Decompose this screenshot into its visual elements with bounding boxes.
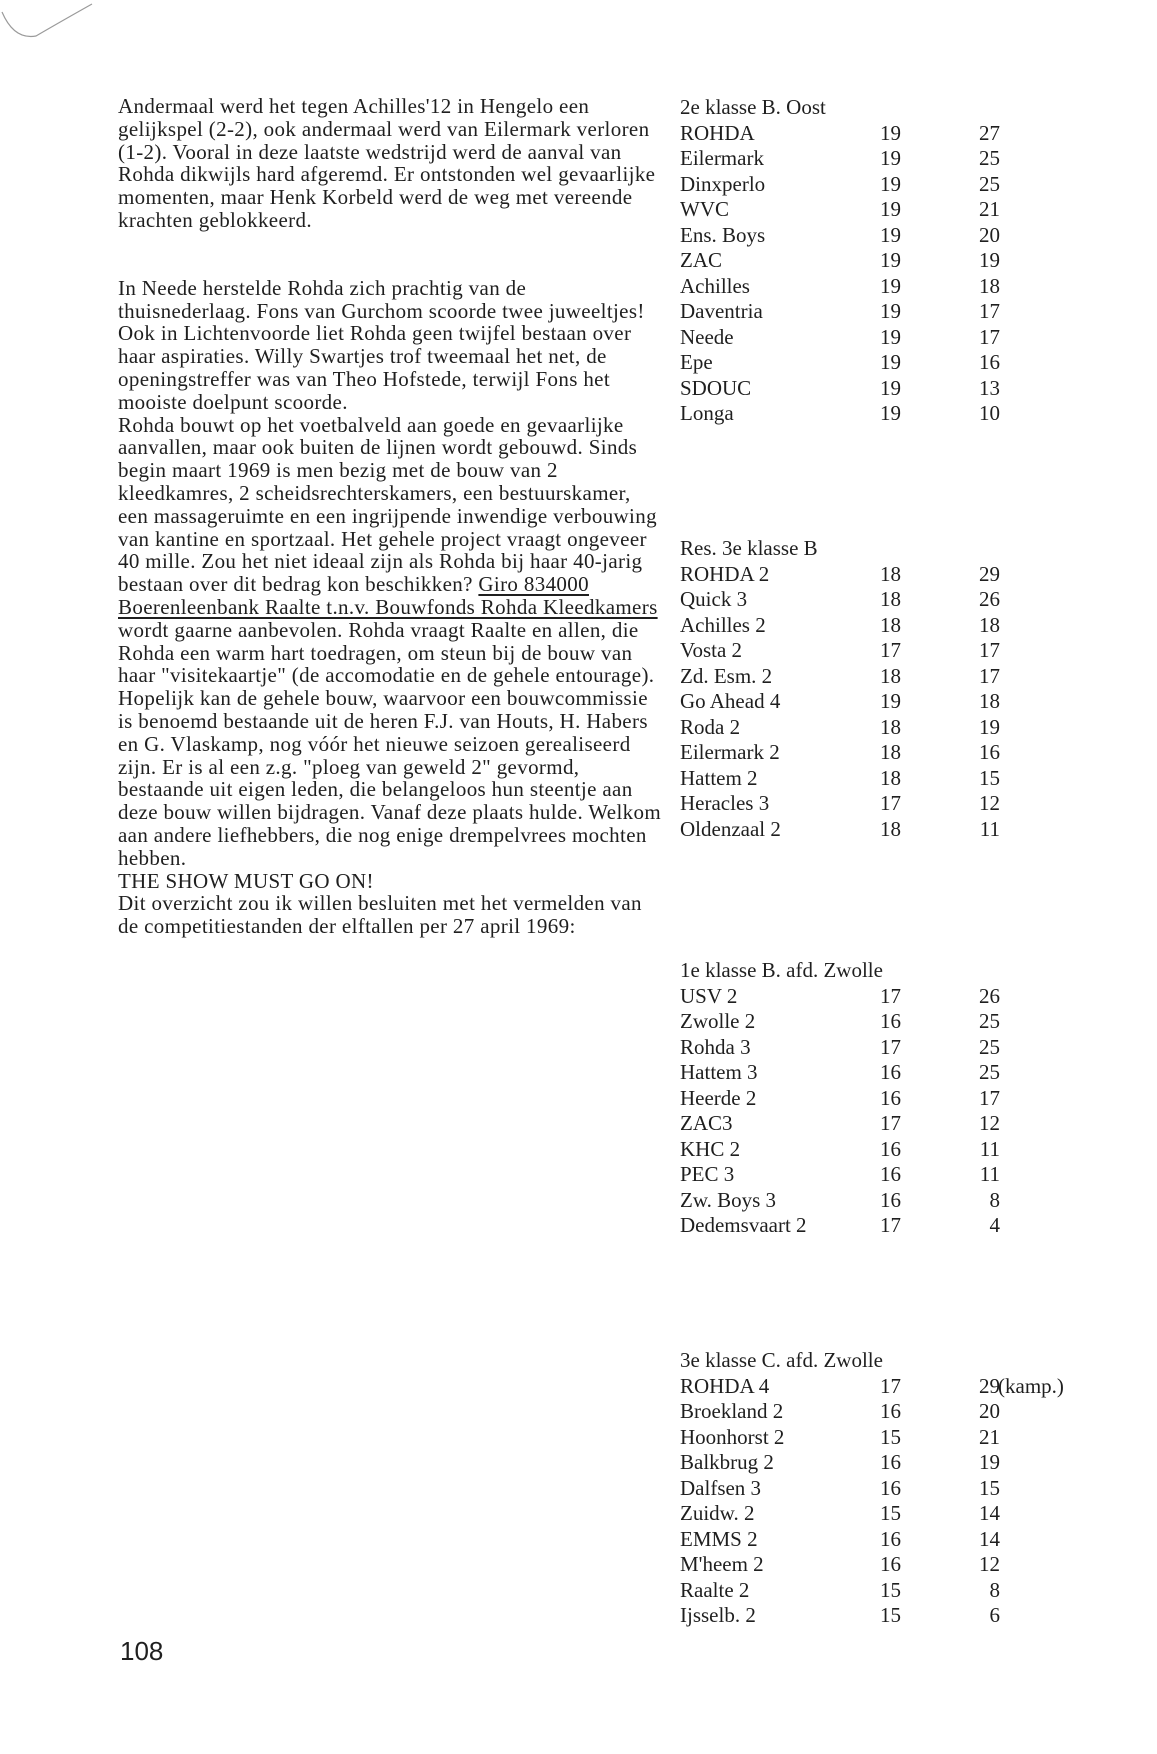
table-row: [680, 1450, 1000, 1476]
matches-played: 18: [880, 612, 901, 637]
team-name: Neede: [680, 324, 734, 349]
points: 15: [979, 765, 1000, 790]
matches-played: 16: [880, 1136, 901, 1161]
matches-played: 16: [880, 1060, 901, 1084]
matches-played: 16: [880, 1552, 901, 1576]
team-name: Rohda 3: [680, 1034, 751, 1059]
matches-played: 19: [880, 146, 901, 170]
table-row: [680, 1501, 1000, 1527]
table-row: [680, 1526, 1000, 1553]
team-name: Oldenzaal 2: [680, 816, 781, 841]
team-name: Daventria: [680, 299, 763, 323]
team-name: Quick 3: [680, 587, 748, 611]
points: 8: [989, 1577, 1000, 1602]
team-name: Heracles 3: [680, 791, 770, 815]
table-row: [680, 791, 1000, 817]
table-row: [680, 1060, 1000, 1086]
team-name: WVC: [680, 197, 729, 221]
table-row: [680, 1399, 1000, 1425]
table-row: [680, 1162, 1000, 1188]
table-row: [680, 197, 1000, 223]
matches-played: 18: [880, 740, 901, 764]
matches-played: 16: [880, 1526, 901, 1551]
points: 17: [979, 324, 1000, 349]
points: 13: [979, 375, 1000, 400]
team-name: Dinxperlo: [680, 171, 766, 196]
matches-played: 16: [880, 1475, 901, 1500]
matches-played: 16: [880, 1187, 901, 1212]
matches-played: 15: [880, 1501, 901, 1525]
table-row: [680, 1111, 1000, 1137]
points: 18: [979, 612, 1000, 637]
table-row: [680, 299, 1000, 325]
points: 26: [979, 587, 1000, 611]
standings-table-res-3e-klasse-b: [680, 536, 1000, 842]
matches-played: 17: [880, 1373, 901, 1398]
team-name: ROHDA: [680, 120, 755, 145]
points: 16: [979, 350, 1000, 374]
standings-title: Res. 3e klasse B: [680, 536, 818, 560]
team-name: Heerde 2: [680, 1085, 757, 1110]
points: 16: [979, 740, 1000, 764]
team-name: KHC 2: [680, 1136, 741, 1161]
matches-played: 19: [880, 248, 901, 272]
table-row: [680, 1552, 1000, 1578]
matches-played: 15: [880, 1424, 901, 1449]
team-name: ROHDA 2: [680, 561, 770, 586]
team-name: Dalfsen 3: [680, 1475, 762, 1500]
points: 21: [979, 197, 1000, 221]
standings-title: 2e klasse B. Oost: [680, 95, 826, 119]
points: 19: [979, 248, 1000, 272]
points: 20: [979, 1399, 1000, 1423]
points: 14: [979, 1501, 1000, 1525]
table-row: [680, 222, 1000, 249]
team-name: ZAC3: [680, 1111, 733, 1135]
matches-played: 16: [880, 1450, 901, 1474]
matches-played: 15: [880, 1577, 901, 1602]
team-name: Eilermark 2: [680, 740, 780, 764]
standings-table-2e-klasse-b-oost: [680, 95, 1000, 427]
team-name: EMMS 2: [680, 1526, 758, 1551]
points: 4: [989, 1213, 1000, 1237]
team-name: ROHDA 4: [680, 1373, 770, 1398]
table-row: [680, 1009, 1000, 1035]
team-name: Epe: [680, 350, 713, 374]
points: 12: [979, 1552, 1000, 1576]
points: 17: [979, 299, 1000, 323]
points: 25: [979, 1060, 1000, 1084]
matches-played: 17: [880, 1034, 901, 1059]
table-row: [680, 765, 1000, 792]
team-name: Vosta 2: [680, 638, 743, 662]
article-paragraph-neede: In Neede herstelde Rohda zich prachtig van de thuisnederlaag. Fons van Gurchom scoorde twee juweeltjes!: [118, 275, 645, 323]
matches-played: 16: [880, 1085, 901, 1110]
table-row: [680, 1424, 1000, 1451]
table-row: [680, 273, 1000, 300]
matches-played: 19: [880, 350, 901, 374]
table-row: [680, 1187, 1000, 1214]
table-row: [680, 120, 1000, 147]
matches-played: 19: [880, 273, 901, 298]
points: 25: [979, 1009, 1000, 1033]
team-name: Roda 2: [680, 714, 741, 739]
matches-played: 19: [880, 401, 901, 425]
team-name: Achilles 2: [680, 612, 766, 637]
matches-played: 19: [880, 197, 901, 221]
matches-played: 19: [880, 299, 901, 323]
team-name: Eilermark: [680, 146, 764, 170]
matches-played: 18: [880, 765, 901, 790]
points: 19: [979, 714, 1000, 739]
table-row: [680, 714, 1000, 741]
team-name: Achilles: [680, 273, 750, 298]
table-row: [680, 1475, 1000, 1502]
table-row: [680, 350, 1000, 376]
table-row: [680, 689, 1000, 715]
article-paragraph-lichtenvoorde: Ook in Lichtenvoorde liet Rohda geen twijfel bestaan over haar aspiraties. Willy Swartjes trof tweemaal het net, de openingstreffer was van Theo Hofstede, terwijl Fons het mooiste doelpunt scoorde.: [118, 321, 632, 414]
points: 20: [979, 222, 1000, 247]
standings-title: 3e klasse C. afd. Zwolle: [680, 1348, 883, 1372]
table-row: [680, 1577, 1000, 1604]
matches-played: 18: [880, 561, 901, 586]
points: 17: [979, 663, 1000, 688]
matches-played: 18: [880, 714, 901, 739]
building-text-before: Rohda bouwt op het voetbalveld aan goede en gevaarlijke aanvallen, maar ook buiten de lijnen wordt gebouwd. Sinds begin maart 1969 is men bezig met de bouw van 2 kleedkamres, 2 scheidsrechterskamers, een bestuurskamer, een massageruimte en een ingrijpende inwendige verbouwing van kantine en sportzaal. Het gehele project vraagt ongeveer 40 mille. Zou het niet ideaal zijn als Rohda bij haar 40-jarig bestaan over dit bedrag kon beschikken?: [118, 412, 657, 597]
table-row: [680, 401, 1000, 427]
team-name: Broekland 2: [680, 1399, 784, 1423]
points: 17: [979, 638, 1000, 662]
team-name: Ijsselb. 2: [680, 1603, 756, 1627]
matches-played: 19: [880, 120, 901, 145]
points: 25: [979, 171, 1000, 196]
points: 26: [979, 983, 1000, 1008]
matches-played: 17: [880, 1111, 901, 1135]
table-row: [680, 1603, 1000, 1629]
standings-table-1e-klasse-b-zwolle: [680, 958, 1000, 1239]
matches-played: 19: [880, 222, 901, 247]
team-name: Balkbrug 2: [680, 1450, 774, 1474]
team-name: Zwolle 2: [680, 1009, 756, 1033]
points: 17: [979, 1085, 1000, 1110]
points: 29: [979, 561, 1000, 586]
matches-played: 19: [880, 171, 901, 196]
matches-played: 18: [880, 663, 901, 688]
team-name: ZAC: [680, 248, 722, 272]
team-name: Ens. Boys: [680, 222, 766, 247]
points: 12: [979, 1111, 1000, 1135]
points: 15: [979, 1475, 1000, 1500]
bank-account-underlined: Giro 834000 Boerenleenbank Raalte t.n.v. Bouwfonds Rohda Kleedkamers: [118, 572, 658, 619]
team-name: Hoonhorst 2: [680, 1424, 785, 1449]
article-paragraph-committee: Hopelijk kan de gehele bouw, waarvoor een bouwcommissie is benoemd bestaande uit de heren F.J. van Houts, H. Habers en G. Vlaskamp, nog vóór het nieuwe seizoen gerealiseerd zijn. Er is al een z.g. "ploeg van geweld 2" gevormd, bestaande uit eigen leden, die belangeloos hun steentje aan deze bouw willen bijdragen. Vanaf deze plaats hulde. Welkom aan andere liefhebbers, die nog enige drempelvrees mochten hebben.: [118, 686, 662, 870]
matches-played: 19: [880, 324, 901, 349]
table-row: [680, 740, 1000, 766]
standings-table-3e-klasse-c-zwolle: [680, 1348, 1064, 1629]
table-row: [680, 248, 1000, 274]
points: 11: [979, 816, 1000, 841]
team-name: Go Ahead 4: [680, 689, 781, 713]
table-row: [680, 146, 1000, 172]
team-name: Dedemsvaart 2: [680, 1213, 807, 1237]
points: 25: [979, 1034, 1000, 1059]
points: 27: [979, 120, 1000, 145]
matches-played: 17: [880, 791, 901, 815]
article-body: [118, 95, 663, 938]
table-row: [680, 816, 1000, 843]
team-name: Zw. Boys 3: [680, 1187, 777, 1212]
matches-played: 17: [880, 638, 901, 662]
team-name: Zuidw. 2: [680, 1501, 755, 1525]
article-show-must-go-on: THE SHOW MUST GO ON!: [118, 868, 374, 893]
matches-played: 17: [880, 983, 901, 1008]
table-row: [680, 612, 1000, 639]
table-row: [680, 171, 1000, 198]
table-row: [680, 1213, 1000, 1239]
points: 19: [979, 1450, 1000, 1474]
matches-played: 16: [880, 1399, 901, 1423]
matches-played: 16: [880, 1009, 901, 1033]
table-row: [680, 561, 1000, 588]
standings-title: 1e klasse B. afd. Zwolle: [680, 958, 883, 982]
article-paragraph-draw: Andermaal werd het tegen Achilles'12 in Hengelo een gelijkspel (2-2), ook andermaal werd van Eilermark verloren (1-2). Vooral in deze laatste wedstrijd werd de aanval van Rohda dikwijls hard afgeremd. Er ontstonden wel gevaarlijke momenten, maar Henk Korbeld werd de weg met vereende krachten geblokkeerd.: [118, 94, 656, 232]
page-number: 108: [120, 1636, 164, 1666]
article-closing-line: Dit overzicht zou ik willen besluiten met het vermelden van de competitiestanden der elftallen per 27 april 1969:: [118, 891, 642, 939]
table-row: [680, 375, 1000, 402]
table-row: [680, 1085, 1000, 1112]
table-row: [680, 663, 1000, 690]
points: 11: [979, 1162, 1000, 1186]
table-row: [680, 1136, 1000, 1163]
table-row: [680, 324, 1000, 351]
matches-played: 16: [880, 1162, 901, 1186]
team-name: SDOUC: [680, 375, 752, 400]
table-row: [680, 587, 1000, 613]
champion-note: (kamp.): [998, 1373, 1064, 1398]
points: 18: [979, 273, 1000, 298]
matches-played: 18: [880, 816, 901, 841]
team-name: Longa: [680, 401, 734, 425]
matches-played: 15: [880, 1603, 901, 1627]
points: 6: [989, 1603, 1000, 1627]
points: 14: [979, 1526, 1000, 1551]
team-name: USV 2: [680, 983, 738, 1008]
points: 25: [979, 146, 1000, 170]
article-paragraph-building: [118, 414, 663, 688]
team-name: PEC 3: [680, 1162, 735, 1186]
team-name: M'heem 2: [680, 1552, 764, 1576]
team-name: Hattem 2: [680, 765, 758, 790]
building-text-after: wordt gaarne aanbevolen. Rohda vraagt Raalte en allen, die Rohda een warm hart toedragen, om steun bij de bouw van haar "visitekaartje" (de accomodatie en de gehele entourage).: [118, 617, 655, 688]
points: 10: [979, 401, 1000, 425]
points: 21: [979, 1424, 1000, 1449]
points: 29: [979, 1373, 1000, 1398]
table-row: [680, 1373, 1064, 1400]
corner-pencil-mark: [0, 0, 100, 50]
points: 18: [979, 689, 1000, 713]
table-row: [680, 983, 1000, 1010]
points: 11: [979, 1136, 1000, 1161]
matches-played: 19: [880, 375, 901, 400]
matches-played: 19: [880, 689, 901, 713]
matches-played: 18: [880, 587, 901, 611]
team-name: Hattem 3: [680, 1060, 758, 1084]
team-name: Raalte 2: [680, 1577, 750, 1602]
table-row: [680, 638, 1000, 664]
team-name: Zd. Esm. 2: [680, 663, 773, 688]
matches-played: 17: [880, 1213, 901, 1237]
points: 12: [979, 791, 1000, 815]
table-row: [680, 1034, 1000, 1061]
points: 8: [989, 1187, 1000, 1212]
